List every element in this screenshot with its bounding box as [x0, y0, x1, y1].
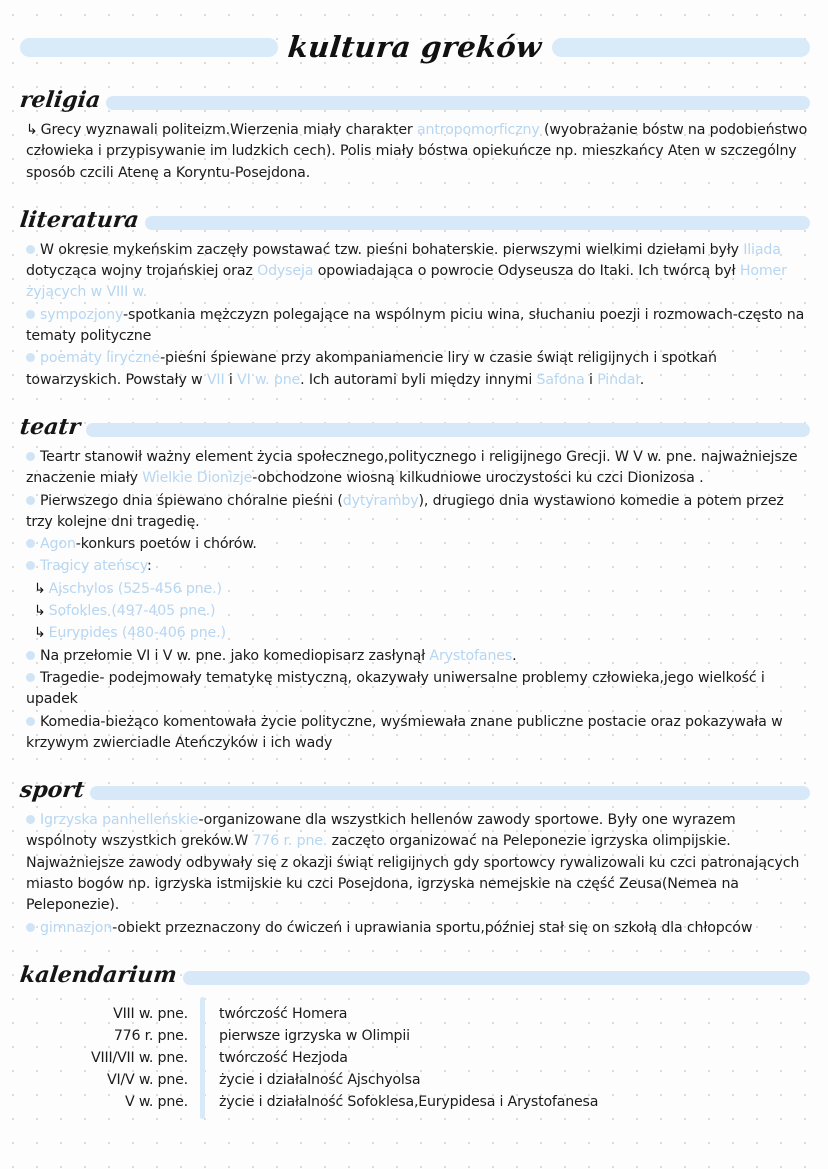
paragraph: [20, 447, 810, 490]
body-text: -obchodzone wiosną kilkudniowe uroczystości ku czci Dionizosa .: [252, 470, 704, 487]
kalendarium-date: V w. pne.: [125, 1093, 188, 1110]
bullet-dot-icon: [26, 673, 35, 682]
section-heading-label: literatura: [18, 206, 141, 233]
highlighted-term: Wielkie Dionizje: [142, 470, 253, 487]
bullet-dot-icon: [26, 815, 35, 824]
section-heading-rule: [106, 96, 810, 110]
section-heading-literatura: [20, 206, 810, 232]
section-body-literatura: [20, 240, 810, 391]
highlighted-term: VII: [206, 371, 225, 388]
body-text: W okresie mykeńskim zaczęły powstawać tzw. pieśni bohaterskie. pierwszymi wielkimi dziełami były: [40, 241, 744, 258]
bullet-dot-icon: [26, 923, 35, 932]
kalendarium-table: [20, 1003, 810, 1113]
kalendarium-date: VIII w. pne.: [113, 1005, 188, 1022]
body-text: -pieśni śpiewane przy akompaniamencie liry w czasie świąt religijnych i spotkań towarzyskich. Powstały w: [26, 350, 717, 388]
kalendarium-date: VIII/VII w. pne.: [91, 1049, 188, 1066]
paragraph: [20, 646, 810, 667]
body-text: Pierwszego dnia śpiewano chóralne pieśni (: [40, 492, 343, 509]
bullet-dot-icon: [26, 561, 35, 570]
kalendarium-date: 776 r. pne.: [113, 1027, 188, 1044]
body-text: ), drugiego dnia wystawiono komedie a potem przez trzy kolejne dni tragedię.: [26, 492, 784, 530]
section-heading-kalendarium: [20, 961, 810, 987]
paragraph: [20, 534, 810, 555]
highlighted-term: Igrzyska panhelleńskie: [40, 812, 199, 829]
arrow-bullet-icon: ↳: [34, 603, 46, 620]
arrow-bullet-icon: ↳: [26, 122, 38, 138]
arrow-bullet-icon: ↳: [34, 625, 46, 642]
bullet-dot-icon: [26, 717, 35, 726]
page-title: kultura greków: [286, 29, 544, 64]
body-text: . Ich autorami byli między innymi: [300, 371, 537, 388]
section-heading-label: kalendarium: [18, 961, 179, 988]
paragraph: [20, 668, 810, 711]
page-title-row: [20, 30, 810, 64]
section-heading-rule: [90, 786, 810, 800]
body-text: Komedia-bieżąco komentowała życie polityczne, wyśmiewała znane publiczne postacie oraz pokazywała w krzywym zwierciadle Ateńczyków i ich wady: [26, 713, 783, 751]
highlighted-term: Odyseja: [257, 263, 314, 280]
section-heading-label: sport: [18, 777, 86, 804]
highlighted-term: poematy liryczne: [40, 350, 161, 367]
body-text: Grecy wyznawali politeizm.Wierzenia miały charakter: [40, 122, 417, 138]
paragraph: [20, 491, 810, 534]
section-heading-label: religia: [18, 87, 102, 113]
bullet-dot-icon: [26, 496, 35, 505]
bullet-dot-icon: [26, 539, 35, 548]
highlighted-term: Arystofanes: [429, 647, 513, 664]
bullet-dot-icon: [26, 452, 35, 461]
bullet-dot-icon: [26, 310, 35, 319]
title-decoration-bar-left: [20, 38, 278, 57]
kalendarium-event: życie i działalność Ajschyolsa: [219, 1071, 421, 1088]
body-text: (wyobrażanie bóstw na podobieństwo człowieka i przypisywanie im ludzkich cech). Polis miały bóstwa opiekuńcze np. mieszkańcy Aten w szczególny sposób czcili Atenę a Koryntu-Posejdona.: [26, 122, 808, 181]
highlighted-term: Agon: [40, 536, 76, 553]
paragraph: [20, 556, 810, 577]
paragraph: [20, 240, 810, 304]
paragraph: [20, 120, 810, 184]
paragraph: [20, 305, 810, 348]
arrow-bullet-icon: ↳: [34, 580, 46, 597]
section-body-teatr: [20, 447, 810, 754]
section-heading-religia: [20, 86, 810, 112]
section-heading-teatr: [20, 413, 810, 439]
highlighted-term: gimnazjon: [40, 919, 113, 936]
highlighted-term: Tragicy ateńscy: [40, 558, 148, 575]
body-text: Teartr stanowił ważny element życia społecznego,politycznego i religijnego Grecji. W V w. pne. najważniejsze znaczenie miały: [26, 448, 798, 487]
highlighted-term: Sofokles (497-405 pne.): [48, 603, 216, 620]
highlighted-term: sympozjony: [40, 306, 124, 323]
body-text: zaczęto organizować na Peleponezie igrzyska olimpijskie. Najważniejsze zawody odbywały się z okazji świąt religijnych gdy sportowcy rywalizowali ku czci patronających miasto bogów np. igrzyska istmijskie ku czci Posejdona, igrzyska nemejskie na część Zeusa(Nemea na Peleponezie).: [26, 833, 800, 914]
paragraph: [20, 918, 810, 939]
body-text: Tragedie- podejmowały tematykę mistyczną, okazywały uniwersalne problemy człowieka,jego wielkość i upadek: [26, 669, 765, 708]
page-content: [0, 30, 828, 1113]
body-text: .: [512, 647, 517, 664]
body-text: :: [147, 558, 152, 575]
bullet-dot-icon: [26, 245, 35, 254]
kalendarium-event: twórczość Hezjoda: [219, 1049, 348, 1066]
section-heading-rule: [183, 971, 810, 985]
highlighted-term: Ajschylos (525-456 pne.): [48, 580, 222, 597]
body-text: -obiekt przeznaczony do ćwiczeń i uprawiania sportu,później stał się on szkołą dla chłopców: [112, 919, 753, 936]
kalendarium-date-column: [60, 1003, 200, 1113]
highlighted-term: Eurypides (480-406 pne.): [48, 625, 226, 642]
kalendarium-event-column: [205, 1003, 598, 1113]
bullet-dot-icon: [26, 353, 35, 362]
body-text: .: [639, 371, 645, 388]
kalendarium-event: twórczość Homera: [219, 1005, 348, 1022]
highlighted-term: antropomorficzny: [416, 122, 540, 138]
sections-container: [20, 86, 810, 939]
highlighted-term: Iliada: [743, 241, 781, 258]
section-heading-label: teatr: [18, 413, 82, 440]
bullet-dot-icon: [26, 651, 35, 660]
paragraph: [20, 579, 810, 600]
paragraph: [20, 712, 810, 755]
paragraph: [20, 601, 810, 622]
highlighted-term: VI w. pne: [237, 371, 301, 388]
kalendarium-event: życie i działalność Sofoklesa,Eurypidesa i Arystofanesa: [219, 1093, 599, 1110]
section-body-sport: [20, 810, 810, 939]
kalendarium-event: pierwsze igrzyska w Olimpii: [219, 1027, 410, 1044]
section-heading-rule: [145, 216, 810, 230]
kalendarium-date: VI/V w. pne.: [106, 1071, 188, 1088]
body-text: -konkurs poetów i chórów.: [75, 536, 257, 553]
title-decoration-bar-right: [552, 38, 810, 57]
highlighted-term: Homer żyjących w VIII w.: [26, 263, 787, 301]
section-heading-sport: [20, 776, 810, 802]
paragraph: [20, 810, 810, 916]
section-body-religia: [20, 120, 810, 184]
highlighted-term: 776 r. pne.: [252, 833, 328, 850]
highlighted-term: Safona: [536, 371, 585, 388]
paragraph: [20, 348, 810, 391]
highlighted-term: Pindar: [597, 371, 640, 388]
body-text: i: [584, 371, 598, 388]
body-text: dotycząca wojny trojańskiej oraz: [26, 263, 258, 280]
section-heading-rule: [86, 423, 810, 437]
body-text: i: [224, 371, 238, 388]
body-text: -spotkania mężczyzn polegające na wspólnym piciu wina, słuchaniu poezji i rozmowach-często na tematy polityczne: [26, 306, 805, 345]
body-text: Na przełomie VI i V w. pne. jako komediopisarz zasłynął: [40, 647, 430, 664]
body-text: -organizowane dla wszystkich hellenów zawody sportowe. Były one wyrazem wspólnoty wszystkich greków.W: [26, 812, 736, 850]
body-text: opowiadająca o powrocie Odyseusza do Itaki. Ich twórcą był: [313, 263, 740, 280]
highlighted-term: dytyramby: [342, 492, 419, 509]
paragraph: [20, 623, 810, 644]
